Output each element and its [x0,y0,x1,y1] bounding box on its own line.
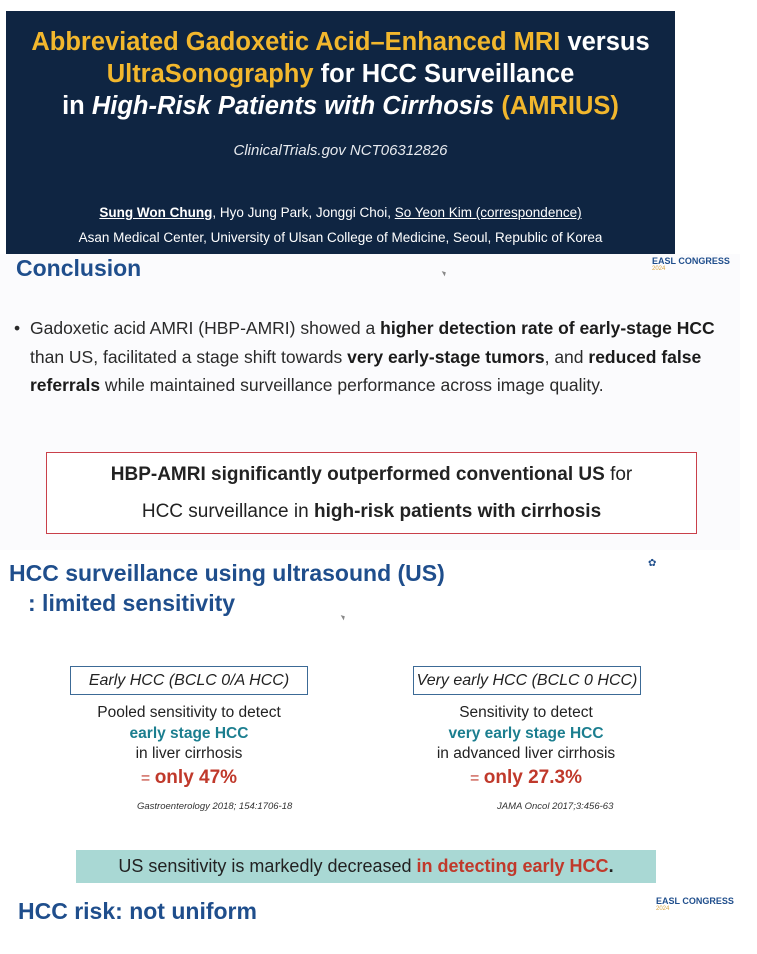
key-message-bold: HBP-AMRI significantly outperformed conventional US [110,464,605,485]
sensitivity-number: only 27.3% [483,766,582,788]
key-message-line-2 [47,501,696,523]
text-emphasis: reduced false referrals [30,346,702,395]
hcc-risk-title: HCC risk: not uniform [18,898,257,924]
corresponding-author: So Yeon Kim (correspondence) [394,205,582,220]
us-sensitivity-slide [0,552,740,954]
banner-text: US sensitivity is markedly decreased [118,856,417,876]
text-segment: , and [544,346,589,367]
affiliation: Asan Medical Center, University of Ulsan College of Medicine, Seoul, Republic of Korea [78,230,603,245]
summary-banner [76,850,656,883]
key-message-box [46,452,697,534]
title-line-2-highlight: UltraSonography [106,60,314,88]
easl-logo-year: 2024 [656,906,670,912]
title-line-1-highlight: Abbreviated Gadoxetic Acid–Enhanced MRI [31,28,561,56]
first-author: Sung Won Chung [99,205,213,220]
stage-highlight: early stage HCC [129,724,249,742]
us-slide-title-line-2: : limited sensitivity [28,590,236,616]
reference-left: Gastroenterology 2018; 154:1706-18 [137,801,293,812]
text-segment: while maintained surveillance performance across image quality. [100,375,604,395]
sensitivity-label: Sensitivity to detect [459,704,593,721]
early-hcc-sensitivity [60,703,318,789]
us-slide-title-line-1: HCC surveillance using ultrasound (US) [9,560,445,586]
population-label: in advanced liver cirrhosis [436,745,616,762]
very-early-hcc-sensitivity [400,703,652,789]
title-line-3-prefix: in [62,92,85,120]
title-line-3 [6,92,675,121]
conclusion-title: Conclusion [16,255,142,281]
author-list [6,205,675,220]
key-message-bold-2: high-risk patients with cirrhosis [313,501,602,522]
text-segment: Gadoxetic acid AMRI (HBP-AMRI) showed a [30,318,381,338]
conclusion-slide [0,254,740,550]
title-line-3-italic: High-Risk Patients with Cirrhosis [91,92,495,120]
title-line-3-acronym: (AMRIUS) [501,92,619,120]
key-message-line-1 [47,464,696,486]
easl-congress-logo [652,256,730,272]
text-emphasis: very early-stage tumors [347,346,545,367]
easl-small-logo-icon: ✿ [648,558,657,569]
conclusion-bullet [14,314,724,400]
key-message-rest: for [604,464,633,485]
title-line-1 [6,28,675,57]
title-line-2-rest: for HCC Surveillance [320,60,575,88]
easl-congress-logo [656,896,734,912]
population-label: in liver cirrhosis [135,745,243,762]
sensitivity-number: only 47% [154,766,238,788]
banner-period: . [608,856,614,876]
conclusion-text [30,314,724,400]
sensitivity-value [60,768,318,790]
equals-sign: = [469,769,484,787]
early-hcc-header: Early HCC (BCLC 0/A HCC) [70,666,308,695]
easl-logo-text: EASL CONGRESS [652,256,730,266]
easl-logo-text: EASL CONGRESS [656,896,734,906]
easl-logo-year: 2024 [652,266,666,272]
title-line-2 [6,60,675,89]
very-early-hcc-header: Very early HCC (BCLC 0 HCC) [413,666,641,695]
text-segment: than US, facilitated a stage shift towards [30,346,348,367]
co-authors: , Hyo Jung Park, Jonggi Choi, [212,205,395,220]
reference-right: JAMA Oncol 2017;3:456-63 [497,801,614,812]
mouse-cursor-icon [341,614,347,621]
stage-highlight: very early stage HCC [448,724,604,742]
mouse-cursor-icon [442,270,448,277]
text-emphasis: higher detection rate of early-stage HCC [380,318,715,338]
title-line-1-rest: versus [567,28,650,56]
title-slide [6,11,675,254]
sensitivity-value [400,768,652,790]
sensitivity-label: Pooled sensitivity to detect [97,704,281,721]
trial-registration: ClinicalTrials.gov NCT06312826 [233,142,448,159]
bullet-icon: • [14,318,21,338]
banner-emphasis: in detecting early HCC [416,856,609,876]
equals-sign: = [140,769,155,787]
key-message-plain: HCC surveillance in [141,501,314,522]
